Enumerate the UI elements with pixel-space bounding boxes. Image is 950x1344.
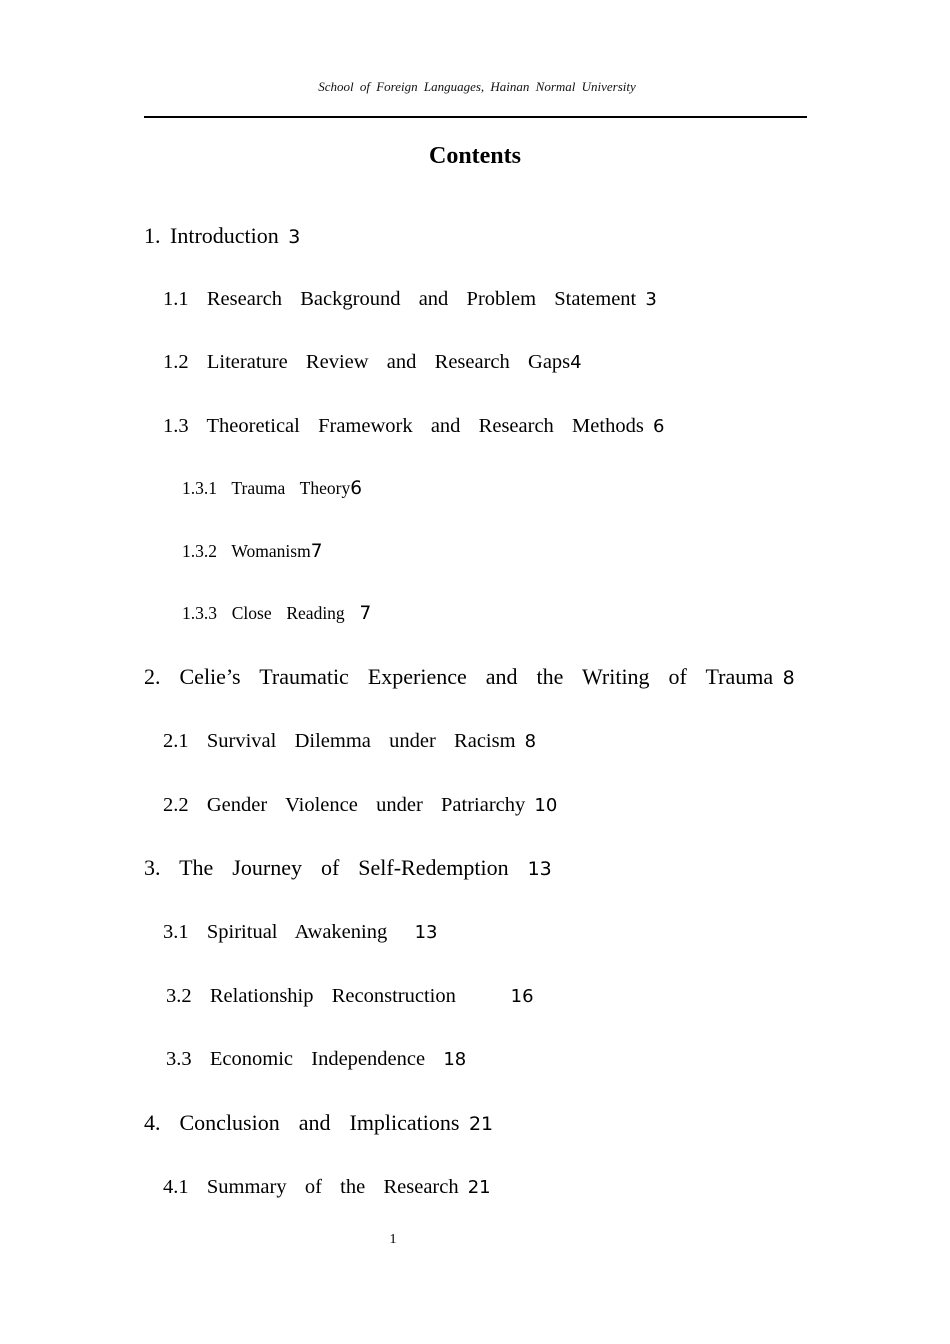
toc-entry-theoretical-framework	[163, 416, 664, 437]
toc-entry-label: 1. Introduction	[144, 223, 289, 248]
toc-entry-page-number: 8	[524, 731, 537, 752]
toc-entry-label: 3.1 Spiritual Awakening	[163, 921, 415, 943]
toc-entry-gender-violence	[163, 795, 557, 816]
toc-entry-label: 3.2 Relationship Reconstruction	[166, 985, 511, 1007]
toc-entry-page-number: 8	[782, 667, 795, 689]
toc-entry-page-number: 4	[570, 352, 582, 373]
toc-entry-label: 4. Conclusion and Implications	[144, 1110, 469, 1135]
toc-entry-page-number: 6	[652, 416, 665, 437]
toc-entry-page-number: 3	[645, 289, 657, 310]
toc-entry-label: 4.1 Summary of the Research	[163, 1176, 468, 1198]
toc-entry-label: 2. Celie’s Traumatic Experience and the Writing of Trauma	[144, 664, 783, 689]
toc-entry-label: 1.3.3 Close Reading	[182, 603, 360, 623]
toc-entry-label: 2.2 Gender Violence under Patriarchy	[163, 794, 535, 816]
toc-entry-economic-independence	[166, 1049, 466, 1070]
toc-entry-literature-review	[163, 352, 582, 373]
toc-entry-label: 3.3 Economic Independence	[166, 1048, 444, 1070]
toc-entry-page-number: 18	[443, 1049, 467, 1070]
toc-entry-page-number: 16	[510, 986, 534, 1007]
page-title: Contents	[428, 143, 521, 169]
toc-entry-label: 1.3 Theoretical Framework and Research Methods	[163, 415, 653, 437]
toc-entry-label: 1.3.2 Womanism	[182, 541, 311, 561]
toc-entry-introduction	[144, 225, 300, 247]
toc-entry-page-number: 10	[534, 795, 558, 816]
toc-entry-spiritual-awakening	[163, 922, 438, 943]
toc-entry-label: 1.1 Research Background and Problem Statement	[163, 288, 646, 310]
toc-entry-page-number: 21	[468, 1113, 494, 1135]
toc-entry-close-reading	[182, 605, 371, 624]
toc-entry-self-redemption	[144, 857, 552, 879]
toc-entry-label: 2.1 Survival Dilemma under Racism	[163, 730, 525, 752]
toc-entry-conclusion	[144, 1112, 493, 1134]
toc-entry-label: 1.3.1 Trauma Theory	[182, 478, 351, 498]
running-header: School of Foreign Languages, Hainan Normal University	[318, 79, 636, 94]
toc-entry-relationship-reconstruction	[166, 986, 534, 1007]
toc-entry-survival-dilemma	[163, 731, 536, 752]
toc-entry-womanism	[182, 543, 323, 562]
toc-entry-page-number: 13	[527, 858, 552, 880]
toc-entry-page-number: 7	[359, 603, 372, 624]
toc-entry-celies-traumatic-experience	[144, 666, 795, 688]
toc-entry-research-background	[163, 289, 657, 310]
toc-entry-page-number: 13	[414, 922, 438, 943]
toc-entry-page-number: 3	[288, 226, 301, 248]
toc-entry-summary	[163, 1177, 491, 1198]
footer-page-number: 1	[389, 1232, 397, 1247]
toc-entry-page-number: 21	[467, 1177, 491, 1198]
header-rule	[144, 116, 807, 118]
toc-entry-page-number: 7	[310, 541, 323, 562]
toc-entry-trauma-theory	[182, 480, 362, 499]
toc-entry-page-number: 6	[350, 478, 362, 499]
toc-entry-label: 1.2 Literature Review and Research Gaps	[163, 351, 571, 373]
toc-entry-label: 3. The Journey of Self-Redemption	[144, 855, 528, 880]
